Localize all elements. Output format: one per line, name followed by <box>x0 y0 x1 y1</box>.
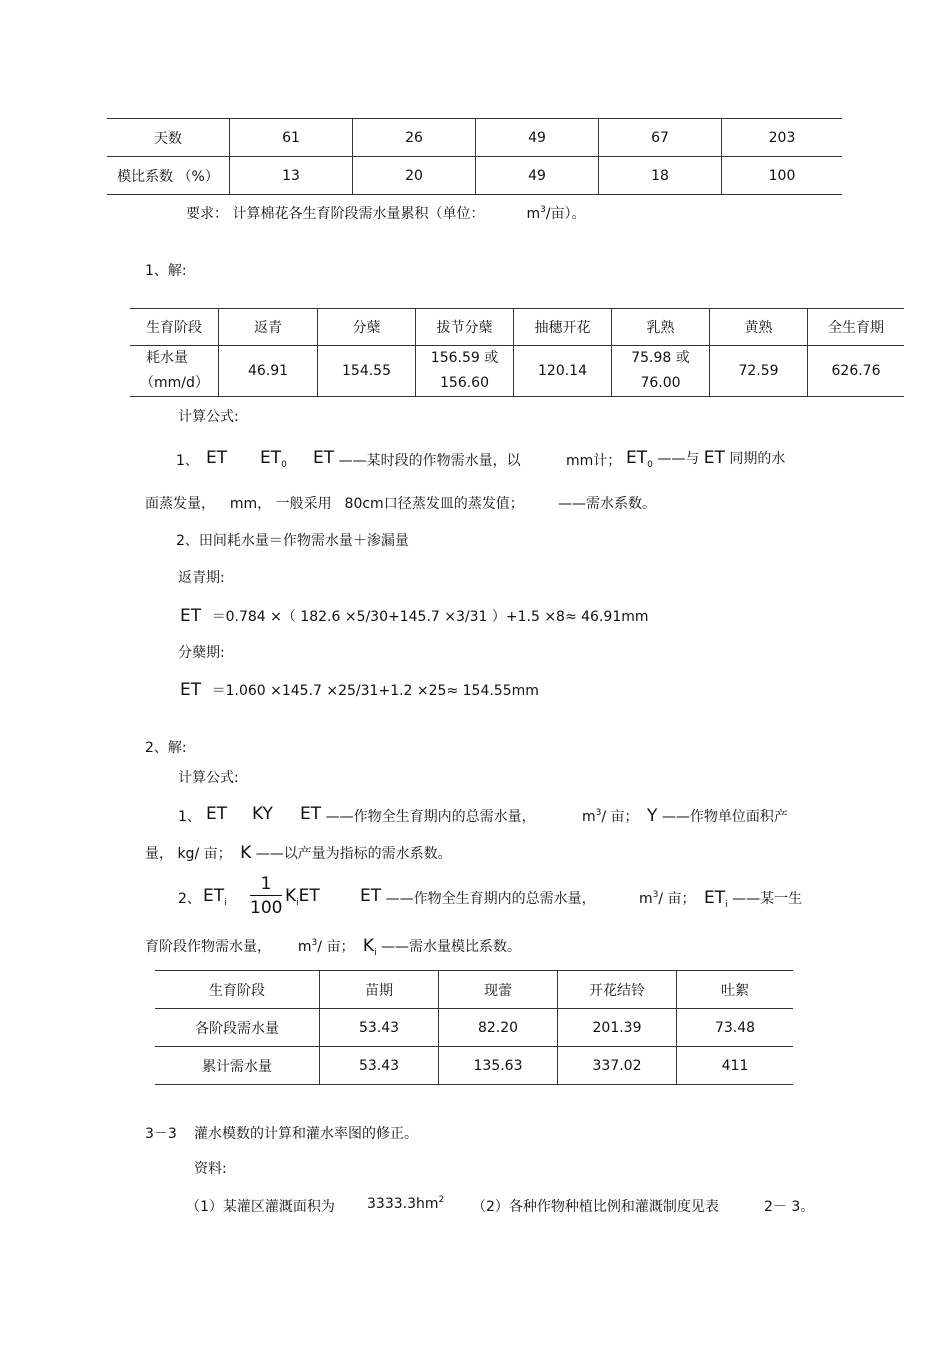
table-row <box>107 157 842 195</box>
table-cell: 337.02 <box>558 1047 677 1085</box>
et0-desc-tail: 同期的水 <box>729 451 786 467</box>
table-cell: 49 <box>476 119 599 157</box>
et0-subscript: 0 <box>281 460 287 470</box>
text: 量， <box>145 846 173 862</box>
table-cell: 411 <box>721 1057 749 1074</box>
formula-2-line: 2、田间耗水量＝作物需水量＋渗漏量 <box>176 533 409 549</box>
cell-value: 46.91 <box>247 363 289 379</box>
text: mm， <box>229 496 272 512</box>
formula-label-2: 计算公式: <box>178 770 239 786</box>
text: 一般采用 <box>275 496 332 512</box>
table-cell: 73.48 <box>677 1009 794 1047</box>
formula-1-desc <box>313 450 521 470</box>
et0-symbol: ET <box>626 448 648 468</box>
table-water-consumption <box>130 308 904 397</box>
et-desc: ——作物全生育期内的总需水量， <box>325 809 536 825</box>
equation-fennie <box>180 680 539 700</box>
unit-m: m <box>582 809 596 825</box>
table-row <box>155 1047 793 1085</box>
text: kg/ 亩； <box>177 846 232 862</box>
coef-desc: ——需水系数。 <box>558 496 656 512</box>
equation-text: ＝1.060 ×145.7 ×25/31+1.2 ×25≈ 154.55mm <box>211 683 539 699</box>
equation-text: ＝0.784 ×（ 182.6 ×5/30+145.7 ×3/31 ）+1.5 ×8≈ 46.91mm <box>211 609 649 625</box>
table-stage-water-demand <box>155 970 793 1085</box>
material-item-2: （2）各种作物种植比例和灌溉制度见表 <box>472 1199 719 1215</box>
table-cell: 53.43 <box>320 1047 439 1085</box>
header-cell: 苗期 <box>320 971 439 1009</box>
cell-value-alt: 156.60 <box>440 375 489 391</box>
unit-m: m <box>297 939 312 955</box>
table-row <box>107 119 842 157</box>
unit-sup: 3 <box>595 808 602 818</box>
header-cell: 生育阶段 <box>155 971 320 1009</box>
table-cell <box>416 346 514 397</box>
unit-m: m <box>526 206 541 222</box>
table-cell <box>710 346 808 397</box>
eti-subscript: i <box>224 898 227 908</box>
table-cell: 67 <box>599 119 722 157</box>
row-label: 累计需水量 <box>155 1047 320 1085</box>
table-reference: 2－ 3。 <box>764 1199 815 1215</box>
unit-tail: / 亩； <box>317 939 355 955</box>
sol2-line3-unit <box>639 888 802 908</box>
et-symbol: ET <box>313 448 335 468</box>
ki-subscript: i <box>374 948 377 958</box>
fraction <box>250 874 282 919</box>
row-label: 模比系数 （%） <box>107 157 230 195</box>
unit-mm: mm计； <box>566 453 622 469</box>
k-subscript: i <box>296 898 299 908</box>
sol2-line1-desc <box>300 806 536 826</box>
period-label-fennie: 分蘖期: <box>178 645 225 661</box>
k-desc: ——以产量为指标的需水系数。 <box>255 846 452 862</box>
text: 80cm口径蒸发皿的蒸发值； <box>344 496 524 512</box>
unit-sup: 3 <box>652 890 659 900</box>
table-header-row <box>155 971 793 1009</box>
area-text: 3333.3hm <box>367 1196 439 1212</box>
table-row <box>130 346 904 397</box>
table-cell: 201.39 <box>558 1009 677 1047</box>
formula-1-line <box>176 450 199 470</box>
et-symbol: ET <box>360 886 382 906</box>
et0-text: ET <box>260 448 282 468</box>
row-label: 各阶段需水量 <box>155 1009 320 1047</box>
et-desc: ——作物全生育期内的总需水量， <box>385 891 596 907</box>
equation-fanqing <box>180 606 649 626</box>
solution-1-heading: 1、解: <box>145 263 187 279</box>
table-cell: 26 <box>353 119 476 157</box>
header-cell: 分蘖 <box>318 309 416 346</box>
header-cell: 乳熟 <box>612 309 710 346</box>
cell-value-alt: 76.00 <box>640 375 681 391</box>
cell-value: 156.59 或 <box>430 350 499 366</box>
cell-value: 120.14 <box>538 363 587 379</box>
item-number: 1、 <box>178 809 201 825</box>
table-cell <box>612 346 710 397</box>
table-cell <box>219 346 318 397</box>
ky-symbol: KY <box>252 804 273 824</box>
row-label <box>130 346 219 397</box>
requirement-label: 要求： 计算棉花各生育阶段需水量累积（单位： <box>186 206 485 222</box>
table-cell <box>514 346 612 397</box>
y-desc: ——作物单位面积产 <box>661 809 788 825</box>
table-cell: 49 <box>476 157 599 195</box>
table-cell: 100 <box>768 167 796 184</box>
table-cell <box>808 346 905 397</box>
ki-et-symbol <box>285 886 320 906</box>
et-symbol: ET <box>206 804 228 824</box>
table-cell: 61 <box>230 119 353 157</box>
unit-tail: /亩）。 <box>545 206 586 222</box>
header-cell: 全生育期 <box>808 309 905 346</box>
text: 育阶段作物需水量， <box>145 939 271 955</box>
unit-tail: / 亩； <box>601 809 639 825</box>
fraction-bar <box>250 895 282 896</box>
unit-tail: / 亩； <box>658 891 696 907</box>
formula-label: 计算公式: <box>178 409 239 425</box>
table-cell: 53.43 <box>320 1009 439 1047</box>
header-cell: 返青 <box>219 309 318 346</box>
header-cell: 生育阶段 <box>130 309 219 346</box>
row-label: 天数 <box>107 119 230 157</box>
area-value <box>367 1196 444 1212</box>
unit-m: m <box>639 891 653 907</box>
period-label-fanqing: 返青期: <box>178 570 225 586</box>
et-symbol: ET <box>180 606 202 626</box>
et-symbol: ET <box>180 680 202 700</box>
eti-symbol: ET <box>704 888 726 908</box>
ki-desc: ——需水量模比系数。 <box>381 939 522 955</box>
cell-value: 154.55 <box>342 363 391 379</box>
table-header-row <box>130 309 904 346</box>
fraction-numerator: 1 <box>260 874 272 894</box>
et0-symbol <box>260 448 287 468</box>
material-item-1: （1）某灌区灌溉面积为 <box>186 1199 335 1215</box>
table-cell: 203 <box>722 119 843 157</box>
et-desc: ——某时段的作物需水量，以 <box>338 453 521 469</box>
k-text: K <box>285 886 297 906</box>
cell-value: 75.98 或 <box>631 350 690 366</box>
header-cell: 吐絮 <box>677 971 794 1009</box>
solution-2-heading: 2、解: <box>145 740 187 756</box>
et-symbol: ET <box>206 448 228 468</box>
row-label-line1: 耗水量 <box>146 350 188 366</box>
header-cell: 抽穗开花 <box>514 309 612 346</box>
table-cell: 18 <box>599 157 722 195</box>
table-row <box>155 1009 793 1047</box>
text: 面蒸发量， <box>145 496 215 512</box>
header-cell: 拔节分蘖 <box>416 309 514 346</box>
cell-value: 72.59 <box>738 363 779 379</box>
formula-1-desc2 <box>626 448 785 468</box>
material-label: 资料: <box>194 1161 227 1177</box>
sol2-line1-unit <box>582 806 788 826</box>
table-cell <box>318 346 416 397</box>
table-cell: 20 <box>353 157 476 195</box>
et0-subscript: 0 <box>647 460 653 470</box>
fraction-denominator: 100 <box>250 898 283 918</box>
eti-symbol <box>203 886 227 906</box>
sol2-line2 <box>145 843 452 863</box>
row-label-line2: （mm/d） <box>140 375 209 391</box>
eti-text: ET <box>203 886 225 906</box>
ki-symbol: K <box>362 936 375 956</box>
formula-1-line2 <box>145 493 524 513</box>
section-title: 灌水模数的计算和灌水率图的修正。 <box>194 1126 418 1142</box>
table-cell: 135.63 <box>439 1047 558 1085</box>
sol2-line4 <box>145 936 521 956</box>
unit-sup: 3 <box>311 938 318 948</box>
eti-subscript: i <box>725 900 728 910</box>
et0-desc: ——与 <box>657 451 700 467</box>
area-sup: 2 <box>438 1195 445 1205</box>
k-symbol: K <box>240 843 252 863</box>
et-text: ET <box>298 886 320 906</box>
header-cell: 开花结铃 <box>558 971 677 1009</box>
table-days-coefficients <box>107 118 842 195</box>
table-cell: 13 <box>230 157 353 195</box>
header-cell: 现蕾 <box>439 971 558 1009</box>
requirement-text <box>186 203 586 223</box>
eti-desc: ——某一生 <box>732 891 803 907</box>
section-number: 3－3 <box>145 1126 177 1142</box>
unit-sup: 3 <box>540 205 546 215</box>
et-symbol: ET <box>703 448 725 468</box>
et-symbol: ET <box>300 804 322 824</box>
y-symbol: Y <box>647 806 658 826</box>
sol2-line3-desc <box>360 888 596 908</box>
item-number: 2、 <box>178 891 201 907</box>
item-number: 1、 <box>176 453 199 469</box>
cell-value: 626.76 <box>831 363 881 379</box>
table-cell: 82.20 <box>439 1009 558 1047</box>
header-cell: 黄熟 <box>710 309 808 346</box>
